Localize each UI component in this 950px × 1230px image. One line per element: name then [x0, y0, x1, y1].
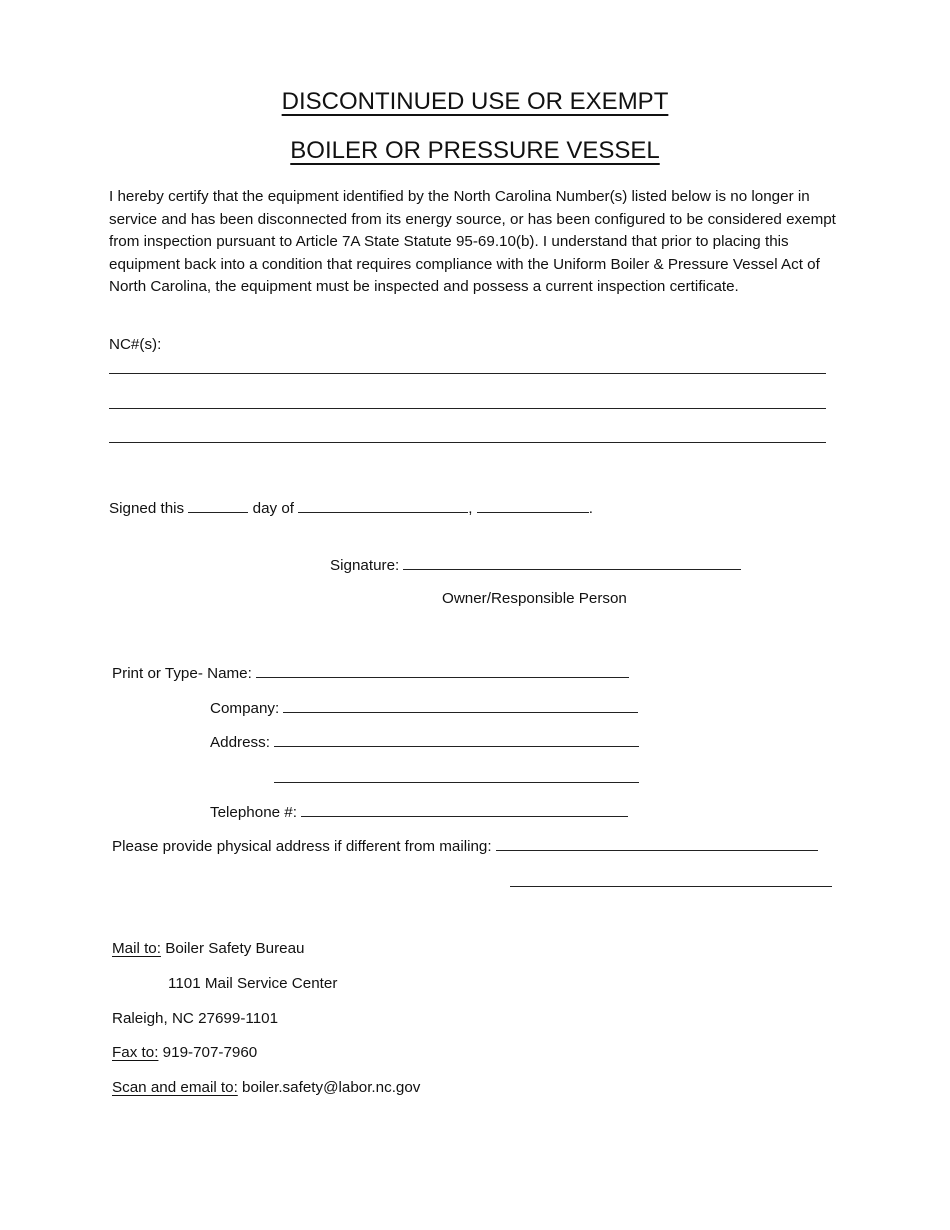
signature-row — [330, 554, 741, 576]
physical-address-field-2[interactable] — [510, 886, 832, 887]
email-address[interactable]: boiler.safety@labor.nc.gov — [242, 1079, 421, 1096]
nc-numbers-label: NC#(s): — [109, 336, 162, 353]
physical-address-label: Please provide physical address if different from mailing: — [112, 838, 492, 855]
nc-number-line-1[interactable] — [109, 373, 826, 374]
address-label: Address: — [210, 734, 270, 751]
signed-period: . — [588, 500, 593, 517]
email-row — [112, 1078, 420, 1098]
fax-label: Fax to: — [112, 1044, 159, 1061]
signature-label: Signature: — [330, 557, 400, 574]
day-field[interactable] — [188, 497, 248, 513]
address-row — [210, 731, 639, 753]
telephone-label: Telephone #: — [210, 804, 297, 821]
address-field-2[interactable] — [274, 782, 639, 783]
mail-city: Raleigh, NC 27699-1101 — [112, 1010, 279, 1027]
form-title-line2: BOILER OR PRESSURE VESSEL — [290, 137, 660, 164]
certification-text: I hereby certify that the equipment identified by the North Carolina Number(s) listed below is no longer in service and has been disconnected from its energy source, or has been configured to be considered exempt from inspection pursuant to Article 7A State Statute 95-69.10(b). I understand that prior to placing this equipment back into a condition that requires compliance with the Uniform Boiler & Pressure Vessel Act of North Carolina, the equipment must be inspected and possess a current inspection certificate. — [109, 188, 836, 296]
name-label: Print or Type- Name: — [112, 665, 252, 682]
mail-to-row — [112, 939, 305, 959]
fax-number: 919-707-7960 — [162, 1044, 258, 1061]
physical-address-row — [112, 835, 818, 857]
company-label: Company: — [210, 700, 280, 717]
signed-comma: , — [468, 500, 473, 517]
nc-number-line-3[interactable] — [109, 442, 826, 443]
name-row — [112, 662, 629, 684]
physical-address-field-1[interactable] — [496, 835, 818, 851]
company-row — [210, 697, 638, 719]
signed-prefix: Signed this — [109, 500, 185, 517]
mail-to-label: Mail to: — [112, 940, 161, 957]
mail-bureau: Boiler Safety Bureau — [165, 940, 305, 957]
form-title-line1: DISCONTINUED USE OR EXEMPT — [281, 88, 669, 115]
name-field[interactable] — [256, 662, 629, 678]
signed-date-row — [109, 497, 593, 519]
mail-street: 1101 Mail Service Center — [168, 975, 338, 992]
address-field-1[interactable] — [274, 731, 639, 747]
signature-field[interactable] — [403, 554, 741, 570]
company-field[interactable] — [283, 697, 638, 713]
signature-caption: Owner/Responsible Person — [442, 590, 627, 607]
signed-day-of: day of — [252, 500, 294, 517]
telephone-row — [210, 801, 628, 823]
telephone-field[interactable] — [301, 801, 628, 817]
fax-row — [112, 1043, 257, 1063]
month-field[interactable] — [298, 497, 468, 513]
email-label: Scan and email to: — [112, 1079, 238, 1096]
nc-number-line-2[interactable] — [109, 408, 826, 409]
year-field[interactable] — [477, 497, 589, 513]
